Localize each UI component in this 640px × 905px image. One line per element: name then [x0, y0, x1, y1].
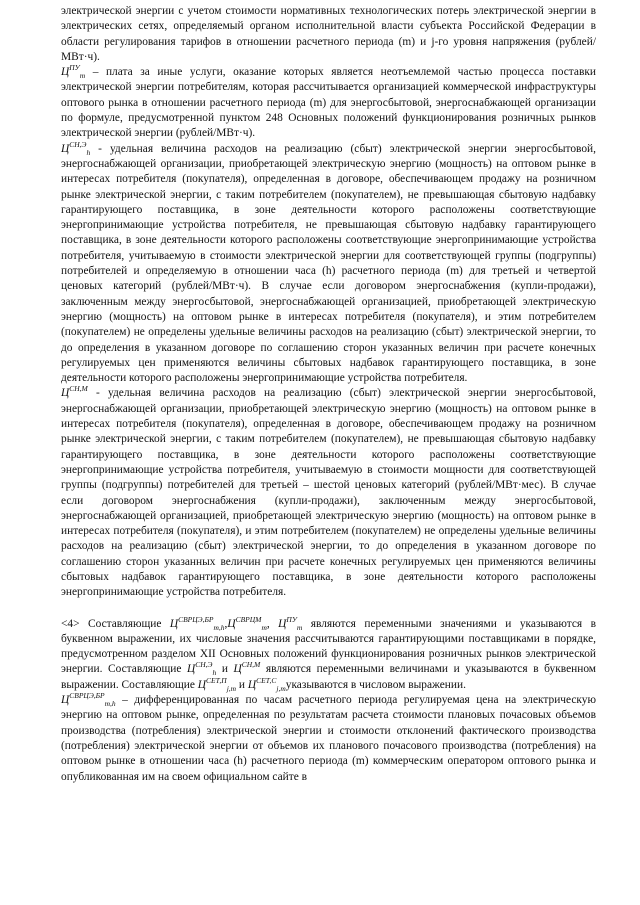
paragraph-text: – дифференцированная по часам расчетного периода регулируемая цена на электрическую энергию на оптовом рынке, определенная по результатам расчета стоимости плановых почасовых объемов производства (потребления) электрической энергии и стоимости отклонений фактического производства (потребления) электрической энергии от объемов их планового почасового производства (потребления) на оптовом рынке в отношении часа (h) расчетного периода (m) коммерческим оператором оптового рынка и опубликованная им на своем официальном сайте в [61, 694, 596, 783]
footnote-text: указываются в числовом выражении. [285, 678, 466, 691]
footnote-text: являются переменными значениями и указываются в буквенном выражении, их числовые значения рассчитываются гарантирующими поставщиками в порядке, предусмотренном разделом XII Основных положений функционирования розничных рынков электрической энергии. Составляющие [61, 617, 596, 676]
footnote-lead: <4> Составляющие [61, 617, 170, 630]
paragraph-sales-expense-capacity [61, 386, 596, 600]
formula-symbol: $Ц^{СН,Э}_h$ [187, 660, 217, 678]
formula-symbol: $Ц^{СВРЦЭ,БР}_{m,h}$ [61, 691, 116, 709]
paragraph-text: – плата за иные услуги, оказание которых является неотъемлемой частью процесса поставки электрической энергии потребителям, которая рассчитывается организацией коммерческой инфраструктуры оптового рынка в отношении расчетного периода (m) для энергосбытовой, энергоснабжающей организации по формуле, предусмотренной пунктом 248 Основных положений функционирования розничных рынков электрической энергии (рублей/МВт·ч). [61, 66, 596, 140]
paragraph-sales-expense-energy [61, 139, 596, 387]
footnote-text: являются переменными величинами и указываются в буквенном выражении. Составляющие [61, 663, 597, 691]
paragraph-regulated-price [61, 693, 596, 785]
formula-symbol: $Ц^{СН,Э}_h$ [61, 139, 91, 157]
formula-symbol: $Ц^{СВРЦЭ,БР}_{m,h}$ [169, 614, 225, 632]
formula-symbol: $Ц^{СН,М}$ [61, 384, 88, 400]
paragraph-losses-cost [61, 4, 596, 65]
paragraph-text: - удельная величина расходов на реализацию (сбыт) электрической энергии энергосбытовой, энергоснабжающей организации, приобретающей электрическую энергию (мощность) на оптовом рынке в интересах потребителя (покупателя), определенная в договоре, обеспечивающем продажу на розничном рынке электрической энергии, с таким потребителем (покупателем), не превышающая сбытовую надбавку гарантирующего поставщика, в зоне деятельности которого расположены соответствующие энергопринимающие устройства потребителя, не превышающая сбытовую надбавку гарантирующего поставщика, в зоне деятельности которого расположены соответствующие энергопринимающие устройства потребителя, учитываемую в стоимости электрической энергии для соответствующей группы (подгруппы) потребителей и определяемую в отношении часа (h) расчетного периода (m) для третьей и четвертой ценовых категорий (рублей/МВт·ч). В случае если договором энергоснабжения (купли-продажи), заключенным между энергосбытовой, энергоснабжающей организацией, приобретающей электрическую энергию (мощность) на оптовом рынке в интересах потребителя (покупателя), и этим потребителем (покупателем) не определены удельные величины расходов на реализацию (сбыт) электрической энергии, то до определения в указанном договоре по соглашению сторон указанных величин при расчете конечных регулируемых цен применяются величины сбытовых надбавок гарантирующего поставщика, в зоне деятельности которого расположены энергопринимающие устройства потребителя. [61, 142, 596, 385]
paragraph-text: - удельная величина расходов на реализацию (сбыт) электрической энергии энергосбытовой, энергоснабжающей организации, приобретающей электрическую энергию (мощность) на оптовом рынке в интересах потребителя (покупателя), определенная в договоре, обеспечивающем продажу на розничном рынке электрической энергии, с таким потребителем (покупателем), не превышающая сбытовую надбавку гарантирующего поставщика, в зоне деятельности которого расположены соответствующие энергопринимающие устройства потребителя, учитываемую в стоимости мощности для соответствующей группы (подгруппы) потребителей для третьей – шестой ценовых категорий (рублей/МВт·мес). В случае если договором энергоснабжения (купли-продажи), заключенным между энергосбытовой, энергоснабжающей организацией, приобретающей электрическую энергию (мощность) на оптовом рынке в интересах потребителя (покупателя), и этим потребителем (покупателем) не определены удельные величины расходов на реализацию (сбыт) электрической энергии, то до определения в указанном договоре по соглашению сторон указанных величин при расчете конечных регулируемых цен применяются величины сбытовых надбавок гарантирующего поставщика, в зоне деятельности которого расположены энергопринимающие устройства потребителя. [61, 387, 596, 599]
footnote-4: <4> Составляющие $Ц^{СВРЦЭ,БР}_{m,h},Ц^{СВРЦМ}_m$, $Ц^{ПУ}_m$ являются переменными значениями и указываются в буквенном выражении, их числовые значения рассчитываются гарантирующими поставщиками в порядке, предусмотренном разделом XII Основных положений функционирования розничных рынков электрической энергии. Составляющие $Ц^{СН,Э}_h$ и $Ц^{СН,М}$ являются переменными величинами и указываются в буквенном выражении. Составляющие $Ц^{СЕТ,П}_{j,m}$ и $Ц^{СЕТ,С}_{j,m}указываются$ в числовом выражении. [61, 614, 597, 693]
paragraph-text: электрической энергии с учетом стоимости нормативных технологических потерь электрической энергии в электрических сетях, определяемый органом исполнительной власти субъекта Российской Федерации в области регулирования тарифов в отношении расчетного периода (m) и j-го уровня напряжения (рублей/МВт·ч). [61, 5, 596, 63]
paragraph-other-services-fee [61, 65, 596, 141]
formula-symbol: $Ц^{ПУ}_m$ [61, 63, 86, 81]
formula-symbol: $Ц^{СЕТ,С}_{j,m}$ [247, 675, 286, 693]
formula-symbol: $Ц^{ПУ}_m$ [278, 614, 303, 632]
formula-symbol: $Ц^{СЕТ,П}_{j,m}$ [197, 675, 237, 693]
formula-symbol: $Ц^{СВРЦМ}_m$ [227, 614, 267, 632]
formula-symbol: $Ц^{СН,М}$ [233, 660, 261, 676]
